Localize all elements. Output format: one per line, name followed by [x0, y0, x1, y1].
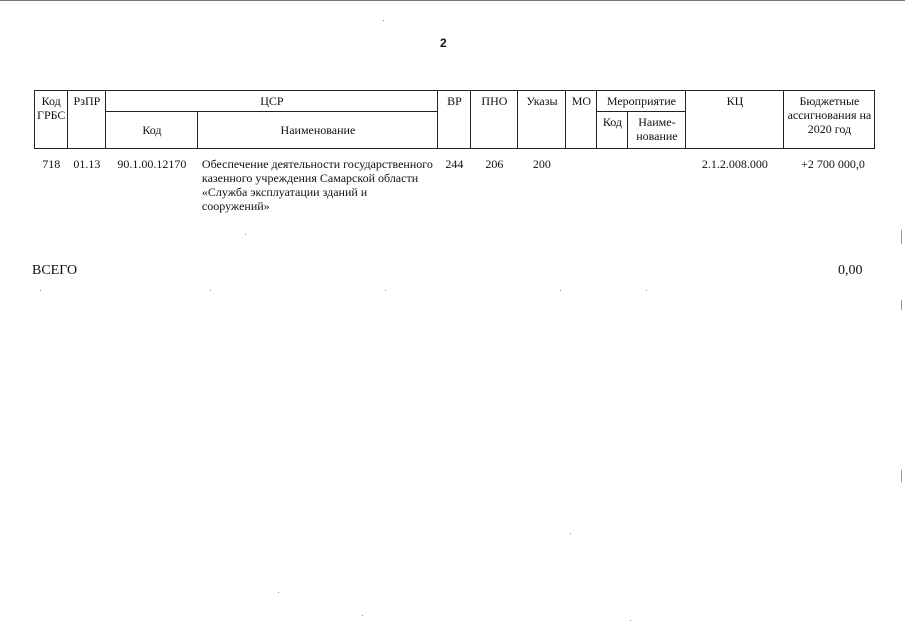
- header-rzpr: РзПР: [68, 91, 106, 149]
- header-csr-kod: Код: [106, 112, 198, 149]
- cell-kc: 2.1.2.008.000: [701, 157, 768, 171]
- scan-speck: [40, 290, 41, 291]
- cell-budget: +2 700 000,0: [801, 157, 865, 171]
- scan-edge-mark: [901, 300, 902, 310]
- header-kc: КЦ: [686, 91, 784, 149]
- scan-speck: [646, 290, 647, 291]
- header-kod-grbs: Код ГРБС: [35, 91, 68, 149]
- cell-mer-name: [628, 149, 686, 214]
- scan-edge-mark: [901, 230, 902, 244]
- header-ukazy: Указы: [518, 91, 566, 149]
- cell-mo: [566, 149, 597, 214]
- scan-edge-mark: [901, 470, 902, 482]
- header-pno: ПНО: [471, 91, 518, 149]
- top-border-line: [0, 0, 905, 1]
- cell-kod-grbs: 718: [42, 157, 61, 171]
- scan-speck: [278, 592, 279, 593]
- header-csr-name: Наименование: [198, 112, 438, 149]
- header-vr: ВР: [438, 91, 471, 149]
- cell-vr: 244: [445, 157, 464, 171]
- cell-csr-name: Обеспечение деятельности государственного казенного учреждения Самарской области «Служба эксплуатации зданий и сооружений»: [201, 157, 433, 213]
- cell-mer-kod: [597, 149, 628, 214]
- cell-ukazy: 200: [532, 157, 551, 171]
- header-mer-name: Наиме-нование: [628, 112, 686, 149]
- scan-speck: [210, 290, 211, 291]
- total-label: ВСЕГО: [32, 263, 78, 278]
- header-budget: Бюджетные ассигнования на 2020 год: [784, 91, 875, 149]
- budget-table: [34, 90, 875, 213]
- scan-speck: [362, 615, 363, 616]
- scan-speck: [630, 620, 631, 621]
- cell-csr-kod: 90.1.00.12170: [117, 157, 187, 171]
- scan-speck: [383, 20, 384, 21]
- scan-speck: [560, 290, 561, 291]
- scan-speck: [245, 234, 246, 235]
- cell-rzpr: 01.13: [73, 157, 101, 171]
- header-csr: ЦСР: [106, 91, 438, 112]
- scan-speck: [570, 533, 571, 534]
- header-mer-kod: Код: [597, 112, 628, 149]
- header-meropriyatie: Мероприятие: [597, 91, 686, 112]
- total-value: 0,00: [838, 263, 863, 278]
- header-row-1: [35, 91, 875, 112]
- header-mo: МО: [566, 91, 597, 149]
- scan-speck: [385, 290, 386, 291]
- page-number: 2: [440, 36, 447, 50]
- cell-pno: 206: [485, 157, 504, 171]
- table-row: [35, 149, 875, 214]
